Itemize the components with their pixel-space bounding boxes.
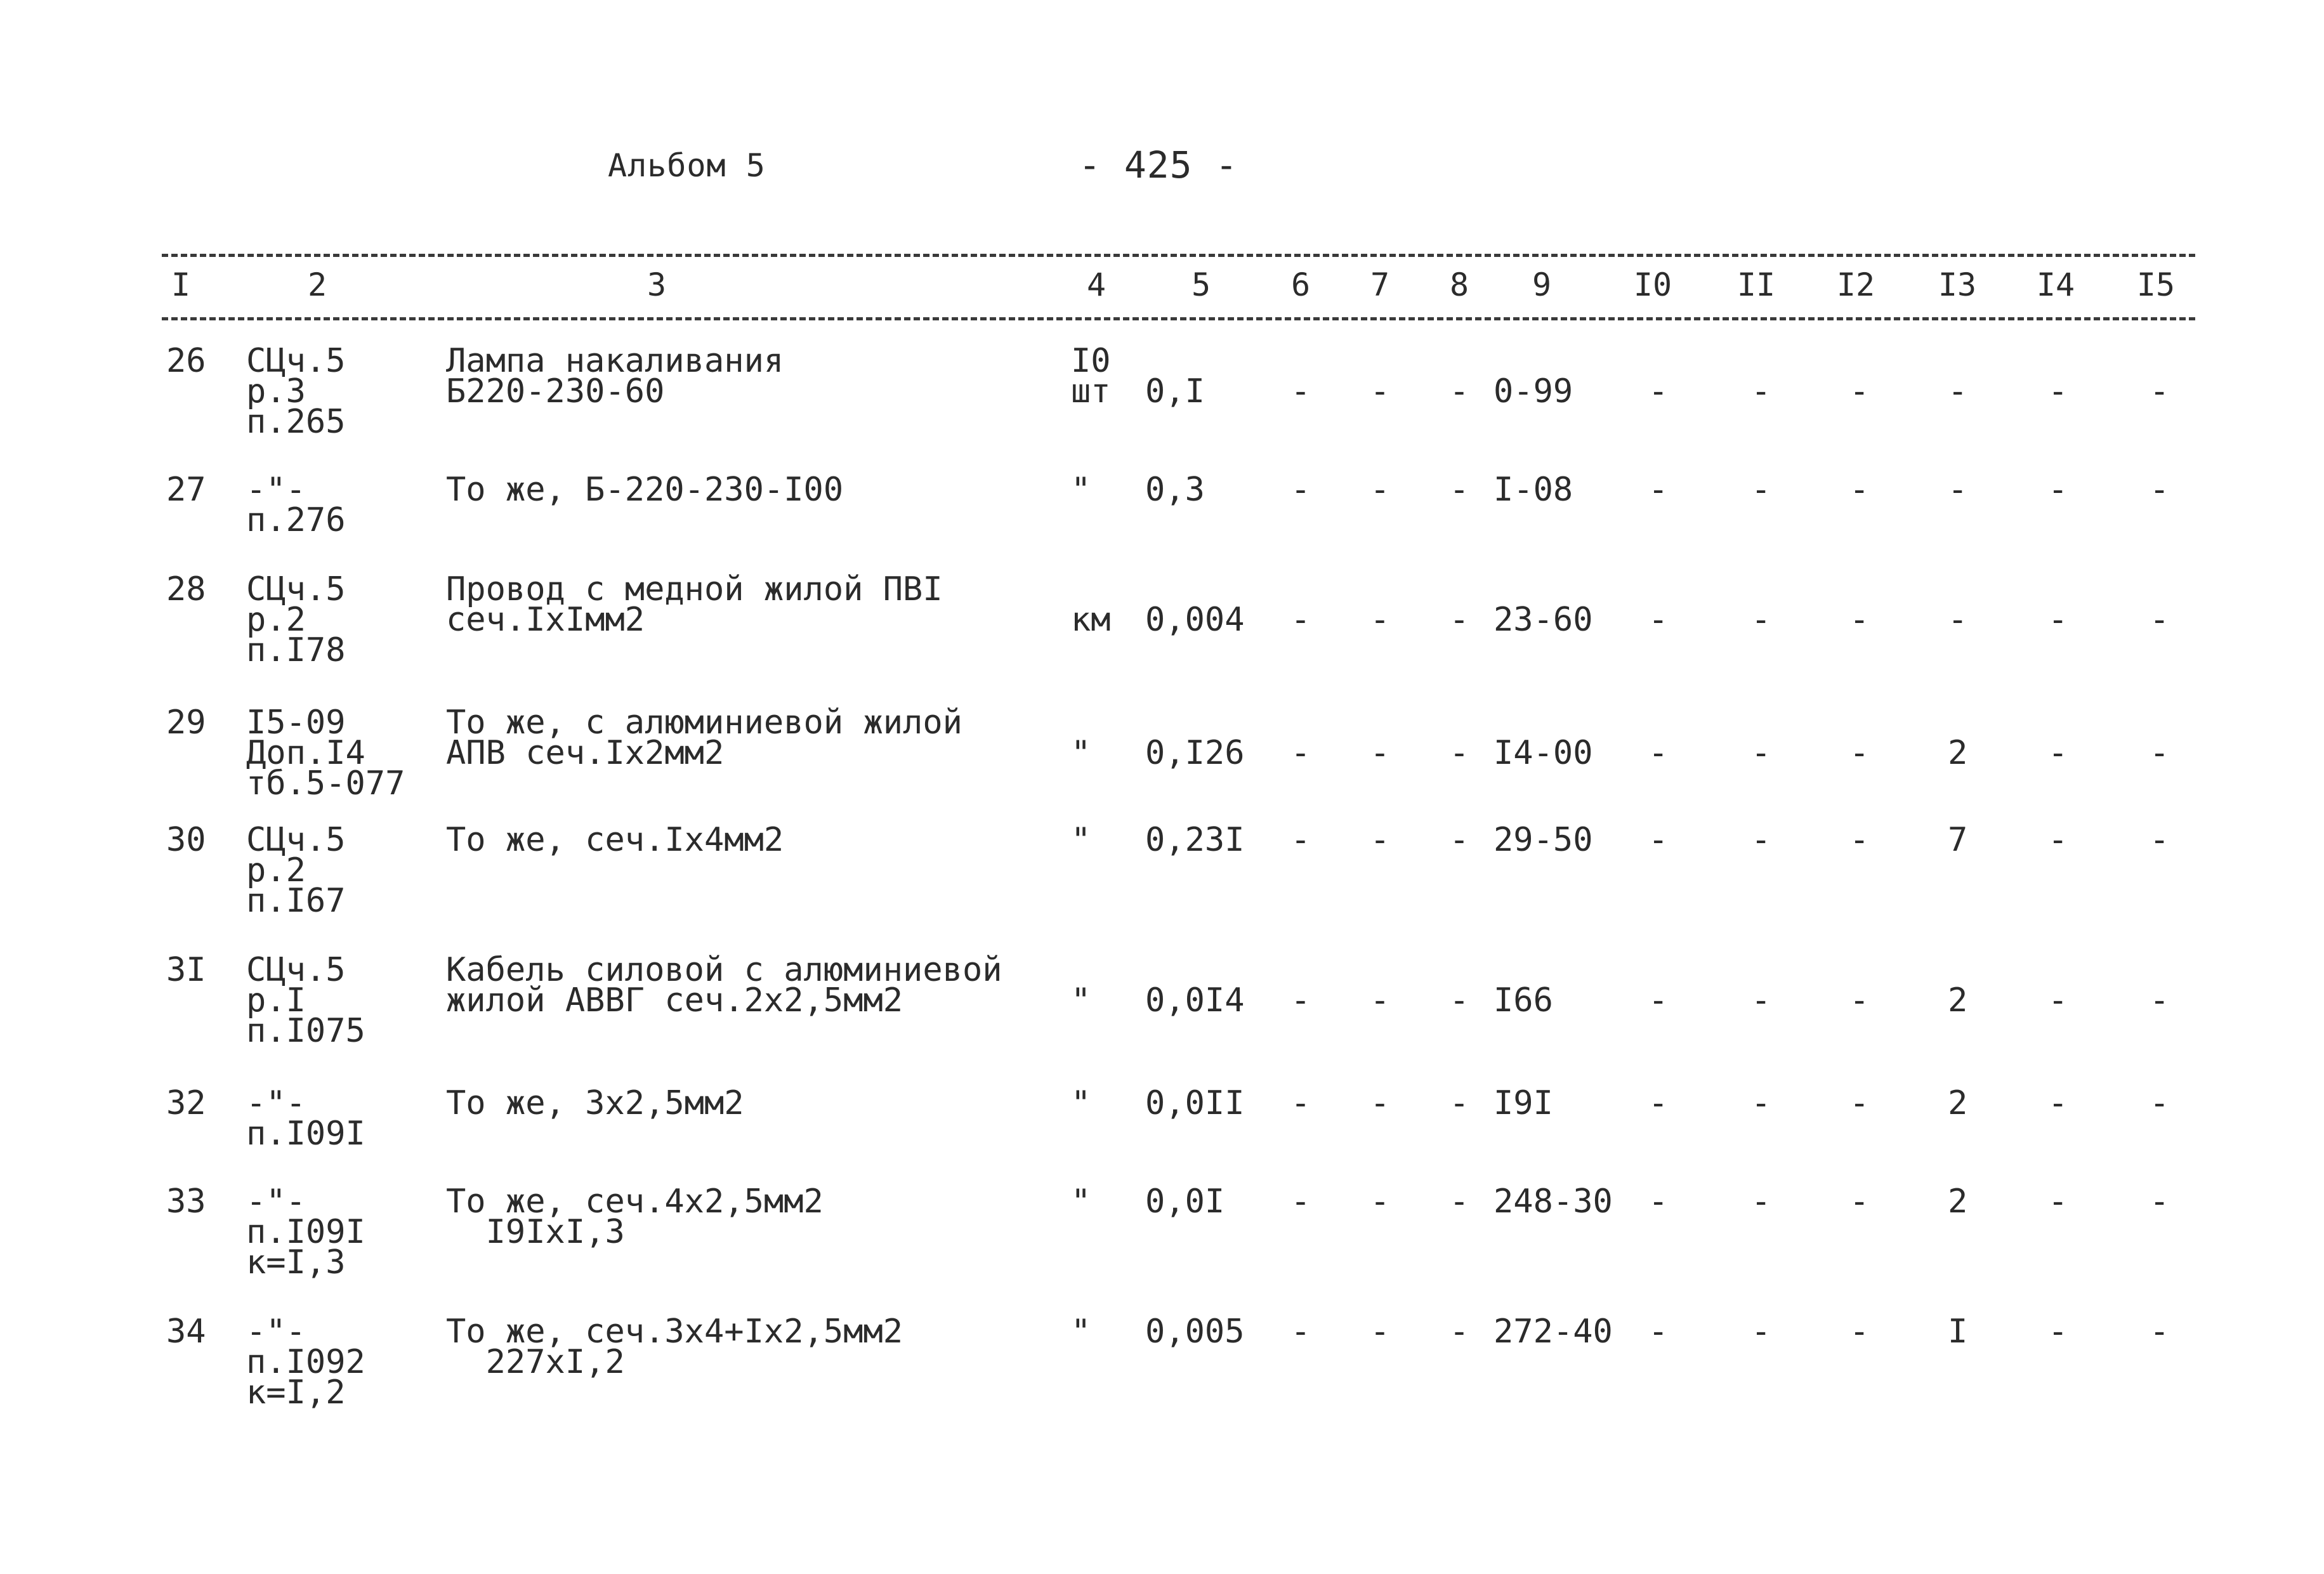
row-price: I66: [1494, 981, 1553, 1020]
row-reference: -"- п.I092 к=I,2: [246, 1313, 365, 1412]
col-13-value: 2: [1948, 981, 1968, 1020]
col-13-value: -: [1948, 471, 1968, 509]
row-price: 272-40: [1494, 1313, 1613, 1351]
col-14-value: -: [2048, 1084, 2068, 1122]
row-price: I9I: [1494, 1084, 1553, 1122]
row-unit: ": [1071, 734, 1091, 772]
col-6-value: -: [1290, 601, 1311, 639]
row-reference: СЦч.5 р.3 п.265: [246, 342, 346, 441]
col-6-value: -: [1290, 981, 1311, 1020]
table-header-rule: [162, 317, 2195, 320]
row-reference: СЦч.5 р.2 п.I67: [246, 821, 346, 920]
col-12-value: -: [1849, 981, 1870, 1020]
col-14-value: -: [2048, 372, 2068, 410]
col-8-value: -: [1449, 372, 1469, 410]
col-12-value: -: [1849, 372, 1870, 410]
row-reference: -"- п.I09I: [246, 1084, 365, 1153]
row-reference: СЦч.5 р.I п.I075: [246, 951, 365, 1050]
col-11-value: -: [1751, 981, 1771, 1020]
row-description: Лампа накаливания Б220-230-60: [446, 342, 784, 410]
col-14-value: -: [2048, 981, 2068, 1020]
row-price: 248-30: [1494, 1183, 1613, 1221]
col-14-value: -: [2048, 821, 2068, 859]
row-number: 34: [166, 1313, 206, 1351]
row-quantity: 0,3: [1145, 471, 1205, 509]
row-price: 0-99: [1494, 372, 1573, 410]
column-header: 2: [307, 266, 327, 303]
row-unit: ": [1071, 1084, 1091, 1122]
col-12-value: -: [1849, 601, 1870, 639]
col-6-value: -: [1290, 734, 1311, 772]
row-description: То же, сеч.Iх4мм2: [446, 821, 784, 859]
col-8-value: -: [1449, 734, 1469, 772]
column-header: 8: [1449, 266, 1469, 303]
column-header: 3: [647, 266, 667, 303]
col-8-value: -: [1449, 601, 1469, 639]
col-7-value: -: [1370, 734, 1390, 772]
row-number: 27: [166, 471, 206, 509]
col-14-value: -: [2048, 734, 2068, 772]
row-quantity: 0,0II: [1145, 1084, 1245, 1122]
col-7-value: -: [1370, 981, 1390, 1020]
col-12-value: -: [1849, 734, 1870, 772]
row-number: 26: [166, 342, 206, 380]
column-header: I0: [1633, 266, 1672, 303]
row-reference: -"- п.I09I к=I,3: [246, 1183, 365, 1282]
col-13-value: -: [1948, 601, 1968, 639]
col-12-value: -: [1849, 471, 1870, 509]
col-15-value: -: [2150, 471, 2170, 509]
col-15-value: -: [2150, 1084, 2170, 1122]
col-10-value: -: [1648, 471, 1669, 509]
column-header: I: [171, 266, 191, 303]
row-price: I4-00: [1494, 734, 1593, 772]
col-11-value: -: [1751, 1313, 1771, 1351]
col-6-value: -: [1290, 471, 1311, 509]
row-quantity: 0,I26: [1145, 734, 1245, 772]
column-header: I4: [2036, 266, 2075, 303]
col-15-value: -: [2150, 372, 2170, 410]
col-11-value: -: [1751, 471, 1771, 509]
col-11-value: -: [1751, 601, 1771, 639]
row-reference: СЦч.5 р.2 п.I78: [246, 570, 346, 669]
column-header: I3: [1938, 266, 1977, 303]
album-title: Альбом 5: [608, 147, 766, 184]
row-description: Провод с медной жилой ПВI сеч.IхIмм2: [446, 570, 943, 639]
page-number: - 425 -: [1079, 143, 1238, 187]
col-12-value: -: [1849, 821, 1870, 859]
row-quantity: 0,23I: [1145, 821, 1245, 859]
col-8-value: -: [1449, 1313, 1469, 1351]
column-header: 9: [1532, 266, 1552, 303]
row-reference: I5-09 Доп.I4 тб.5-077: [246, 704, 405, 803]
col-8-value: -: [1449, 821, 1469, 859]
col-7-value: -: [1370, 1183, 1390, 1221]
col-7-value: -: [1370, 1313, 1390, 1351]
col-11-value: -: [1751, 1183, 1771, 1221]
col-10-value: -: [1648, 372, 1669, 410]
col-13-value: 2: [1948, 734, 1968, 772]
col-11-value: -: [1751, 734, 1771, 772]
col-15-value: -: [2150, 1313, 2170, 1351]
col-10-value: -: [1648, 601, 1669, 639]
col-14-value: -: [2048, 601, 2068, 639]
col-10-value: -: [1648, 821, 1669, 859]
row-quantity: 0,005: [1145, 1313, 1245, 1351]
row-description: То же, 3х2,5мм2: [446, 1084, 744, 1122]
column-header: 6: [1290, 266, 1311, 303]
row-price: I-08: [1494, 471, 1573, 509]
col-12-value: -: [1849, 1183, 1870, 1221]
col-14-value: -: [2048, 471, 2068, 509]
col-15-value: -: [2150, 1183, 2170, 1221]
col-15-value: -: [2150, 734, 2170, 772]
col-6-value: -: [1290, 1313, 1311, 1351]
col-11-value: -: [1751, 1084, 1771, 1122]
row-number: 3I: [166, 951, 206, 989]
row-description: То же, сеч.4х2,5мм2 I9IхI,3: [446, 1183, 824, 1251]
col-7-value: -: [1370, 821, 1390, 859]
col-13-value: 7: [1948, 821, 1968, 859]
table-top-rule: [162, 254, 2195, 257]
row-price: 29-50: [1494, 821, 1593, 859]
col-6-value: -: [1290, 372, 1311, 410]
col-7-value: -: [1370, 372, 1390, 410]
col-13-value: -: [1948, 372, 1968, 410]
col-11-value: -: [1751, 821, 1771, 859]
col-6-value: -: [1290, 1183, 1311, 1221]
col-10-value: -: [1648, 1183, 1669, 1221]
row-price: 23-60: [1494, 601, 1593, 639]
col-10-value: -: [1648, 1313, 1669, 1351]
col-8-value: -: [1449, 981, 1469, 1020]
row-number: 28: [166, 570, 206, 608]
row-reference: -"- п.276: [246, 471, 346, 539]
col-15-value: -: [2150, 981, 2170, 1020]
row-unit: ": [1071, 821, 1091, 859]
row-quantity: 0,0I: [1145, 1183, 1225, 1221]
col-11-value: -: [1751, 372, 1771, 410]
row-description: То же, Б-220-230-I00: [446, 471, 844, 509]
row-description: Кабель силовой с алюминиевой жилой АВВГ сеч.2х2,5мм2: [446, 951, 1002, 1020]
row-unit: ": [1071, 981, 1091, 1020]
col-13-value: 2: [1948, 1183, 1968, 1221]
row-unit: ": [1071, 1313, 1091, 1351]
col-7-value: -: [1370, 471, 1390, 509]
row-number: 32: [166, 1084, 206, 1122]
col-8-value: -: [1449, 471, 1469, 509]
col-10-value: -: [1648, 734, 1669, 772]
row-unit: км: [1071, 601, 1111, 639]
col-10-value: -: [1648, 981, 1669, 1020]
row-quantity: 0,0I4: [1145, 981, 1245, 1020]
col-14-value: -: [2048, 1183, 2068, 1221]
row-description: То же, сеч.3х4+Iх2,5мм2 227хI,2: [446, 1313, 903, 1381]
col-10-value: -: [1648, 1084, 1669, 1122]
row-unit: I0 шт: [1071, 342, 1111, 410]
row-description: То же, с алюминиевой жилой АПВ сеч.Iх2мм2: [446, 704, 962, 772]
col-6-value: -: [1290, 821, 1311, 859]
col-7-value: -: [1370, 601, 1390, 639]
col-8-value: -: [1449, 1183, 1469, 1221]
col-13-value: I: [1948, 1313, 1968, 1351]
row-number: 33: [166, 1183, 206, 1221]
column-header: I2: [1836, 266, 1875, 303]
col-8-value: -: [1449, 1084, 1469, 1122]
column-header: 5: [1191, 266, 1211, 303]
col-15-value: -: [2150, 601, 2170, 639]
col-13-value: 2: [1948, 1084, 1968, 1122]
row-number: 30: [166, 821, 206, 859]
col-12-value: -: [1849, 1313, 1870, 1351]
column-header: I5: [2136, 266, 2176, 303]
column-header: 4: [1086, 266, 1106, 303]
col-15-value: -: [2150, 821, 2170, 859]
row-unit: ": [1071, 1183, 1091, 1221]
col-14-value: -: [2048, 1313, 2068, 1351]
col-6-value: -: [1290, 1084, 1311, 1122]
row-quantity: 0,004: [1145, 601, 1245, 639]
column-header: 7: [1370, 266, 1390, 303]
row-number: 29: [166, 704, 206, 742]
col-7-value: -: [1370, 1084, 1390, 1122]
col-12-value: -: [1849, 1084, 1870, 1122]
column-header: II: [1736, 266, 1776, 303]
row-unit: ": [1071, 471, 1091, 509]
row-quantity: 0,I: [1145, 372, 1205, 410]
